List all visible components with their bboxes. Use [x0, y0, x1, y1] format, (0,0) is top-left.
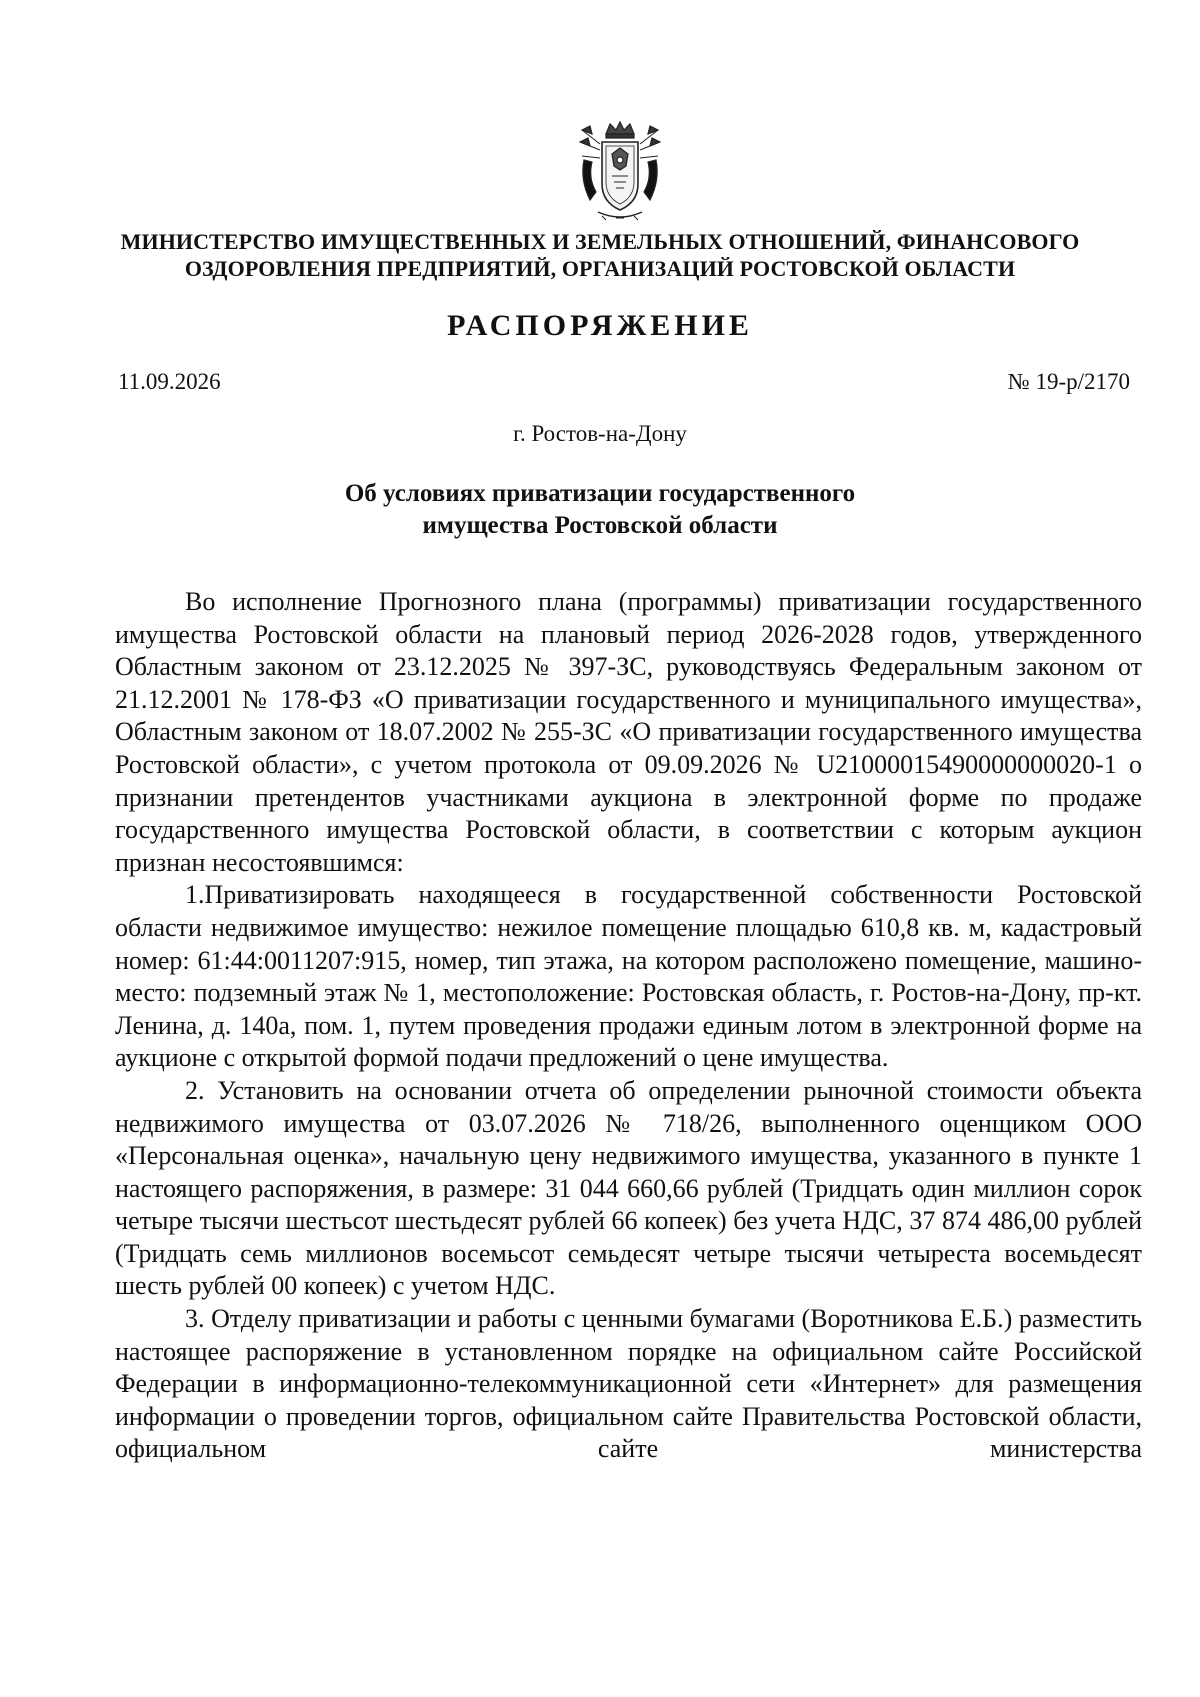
document-city: г. Ростов-на-Дону	[513, 421, 687, 446]
item-1-paragraph: 1.Приватизировать находящееся в государственной собственности Ростовской области недвижимое имущество: нежилое помещение площадью 610,8 кв. м, кадастровый номер: 61:44:0011207:915, номер, тип этажа, на котором расположено помещение, машино-место: подземный этаж № 1, местоположение: Ростовская область, г. Ростов-на-Дону, пр-кт. Ленина, д. 140а, пом. 1, путем проведения продажи единым лотом в электронной форме на аукционе с открытой формой подачи предложений о цене имущества.	[115, 880, 1142, 1073]
ministry-name-line-2: ОЗДОРОВЛЕНИЯ ПРЕДПРИЯТИЙ, ОРГАНИЗАЦИЙ РОСТОВСКОЙ ОБЛАСТИ	[184, 256, 1016, 281]
document-subject	[200, 478, 1000, 542]
document-body	[115, 586, 1142, 1466]
document-type: РАСПОРЯЖЕНИЕ	[447, 309, 753, 342]
subject-line-2: имущества Ростовской области	[422, 512, 778, 539]
subject-line-1: Об условиях приватизации государственного	[344, 480, 856, 507]
document-date: 11.09.2026	[118, 369, 221, 394]
document-number: № 19-р/2170	[1007, 369, 1130, 394]
item-2-paragraph: 2. Установить на основании отчета об определении рыночной стоимости объекта недвижимого имущества от 03.07.2026 № 718/26, выполненного оценщиком ООО «Персональная оценка», начальную цену недвижимого имущества, указанного в пункте 1 настоящего распоряжения, в размере: 31 044 660,66 рублей (Тридцать один миллион сорок четыре тысячи шестьсот шестьдесят рублей 66 копеек) без учета НДС, 37 874 486,00 рублей (Тридцать семь миллионов восемьсот семьдесят четыре тысячи четыреста восемьдесят шесть рублей 00 копеек) с учетом НДС.	[115, 1075, 1142, 1301]
ministry-name-line-1: МИНИСТЕРСТВО ИМУЩЕСТВЕННЫХ И ЗЕМЕЛЬНЫХ ОТНОШЕНИЙ, ФИНАНСОВОГО	[120, 229, 1080, 254]
coat-of-arms-icon	[576, 120, 664, 224]
item-3-paragraph: 3. Отделу приватизации и работы с ценными бумагами (Воротникова Е.Б.) разместить настоящее распоряжение в установленном порядке на официальном сайте Российской Федерации в информационно-телекоммуникационной сети «Интернет» для размещения информации о проведении торгов, официальном сайте Правительства Ростовской области, официальном сайте министерства	[115, 1304, 1142, 1464]
preamble-paragraph: Во исполнение Прогнозного плана (программы) приватизации государственного имущества Ростовской области на плановый период 2026-2028 годов, утвержденного Областным законом от 23.12.2025 № 397-ЗС, руководствуясь Федеральным законом от 21.12.2001 № 178-ФЗ «О приватизации государственного и муниципального имущества», Областным законом от 18.07.2002 № 255-ЗС «О приватизации государственного имущества Ростовской области», с учетом протокола от 09.09.2026 № U21000015490000000020-1 о признании претендентов участниками аукциона в электронной форме по продаже государственного имущества Ростовской области, в соответствии с которым аукцион признан несостоявшимся:	[115, 587, 1142, 877]
ministry-name	[100, 228, 1100, 282]
